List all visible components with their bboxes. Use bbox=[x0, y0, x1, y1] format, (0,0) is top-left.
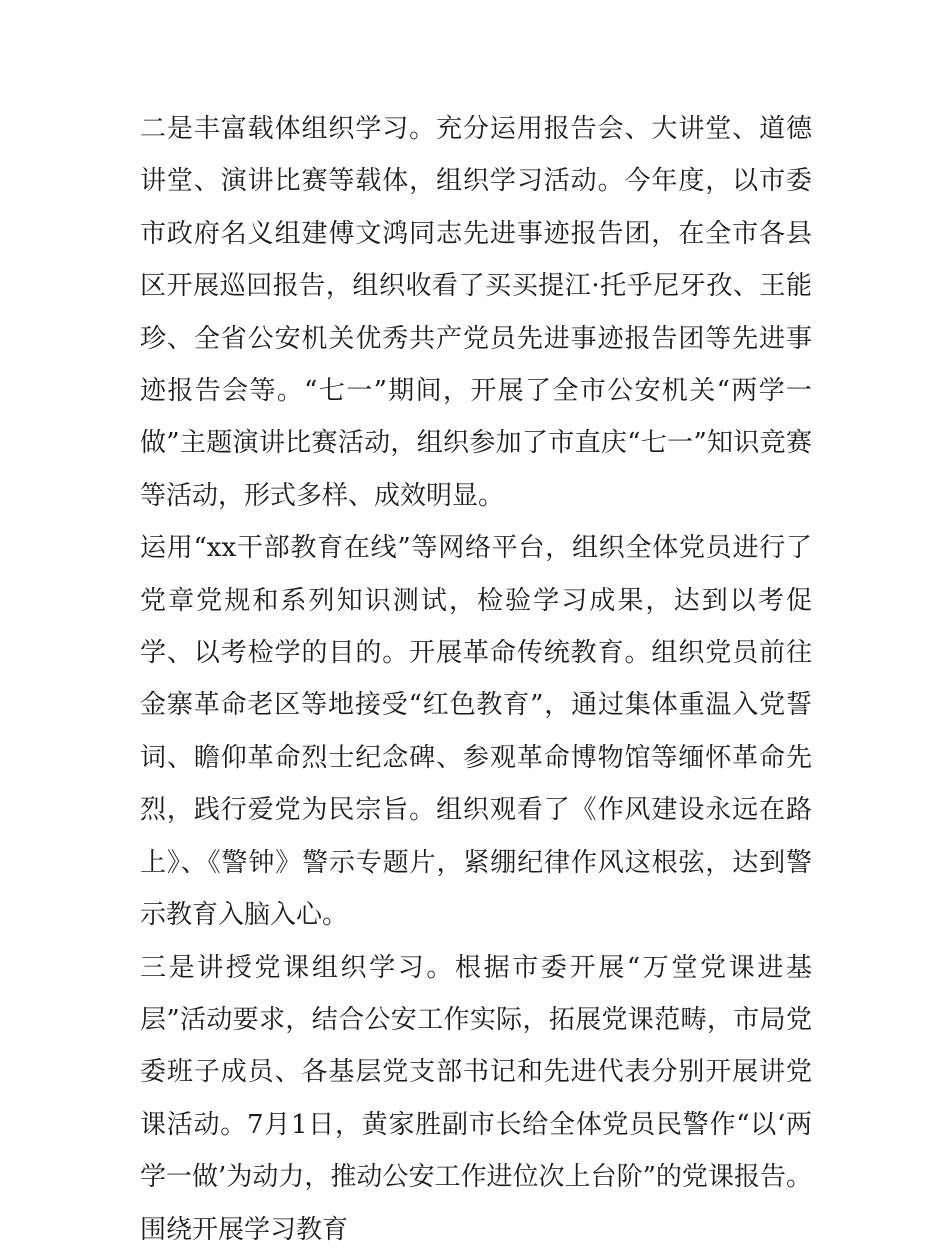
paragraph-carrier-learning: 二是丰富载体组织学习。充分运用报告会、大讲堂、道德讲堂、演讲比赛等载体，组织学习活动。今年度，以市委市政府名义组建傅文鸿同志先进事迹报告团，在全市各县区开展巡回报告，组织收看了买买提江·托乎尼牙孜、王能珍、全省公安机关优秀共产党员先进事迹报告团等先进事迹报告会等。“七一”期间，开展了全市公安机关“两学一做”主题演讲比赛活动，组织参加了市直庆“七一”知识竞赛等活动，形式多样、成效明显。 bbox=[140, 114, 812, 511]
paragraph-online-education: 运用“xx干部教育在线”等网络平台，组织全体党员进行了党章党规和系列知识测试，检验学习成果，达到以考促学、以考检学的目的。开展革命传统教育。组织党员前往金寨革命老区等地接受“红色教育”，通过集体重温入党誓词、瞻仰革命烈士纪念碑、参观革命博物馆等缅怀革命先烈，践行爱党为民宗旨。组织观看了《作风建设永远在路上》、《警钟》警示专题片，紧绷纪律作风这根弦，达到警示教育入脑入心。 bbox=[140, 533, 812, 931]
document-body bbox=[140, 103, 812, 1256]
paragraph-party-lecture: 三是讲授党课组织学习。根据市委开展“万堂党课进基层”活动要求，结合公安工作实际，拓展党课范畴，市局党委班子成员、各基层党支部书记和先进代表分别开展讲党课活动。7月1日，黄家胜副市长给全体党员民警作“以‘两学一做’为动力，推动公安工作进位次上台阶”的党课报告。围绕开展学习教育 bbox=[140, 952, 812, 1245]
